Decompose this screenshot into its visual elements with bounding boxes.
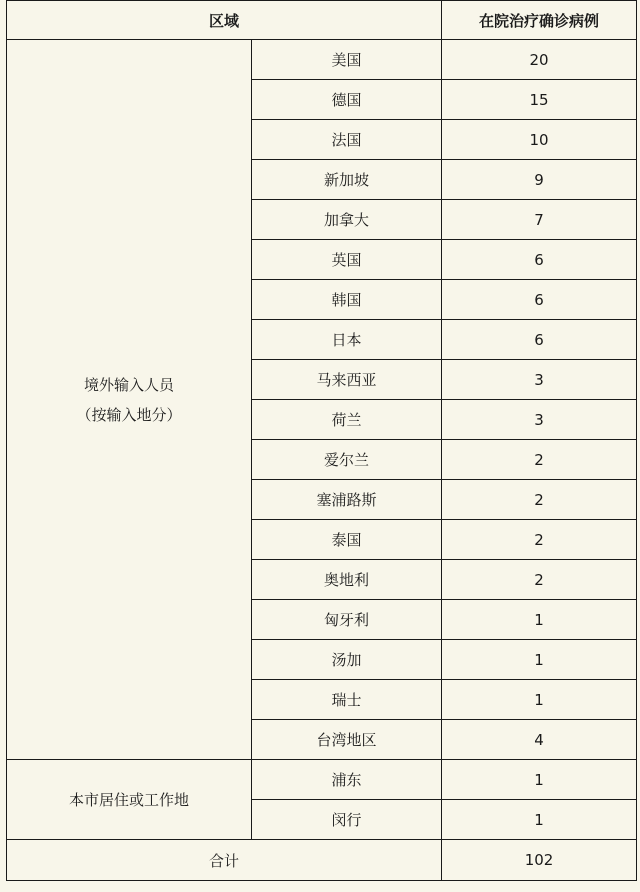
total-count: 102 [442,840,637,881]
count-cell: 1 [442,600,637,640]
group-label-cell [7,40,252,760]
count-cell: 1 [442,680,637,720]
total-label: 合计 [7,840,442,881]
count-cell: 2 [442,520,637,560]
count-cell: 1 [442,800,637,840]
table-row [7,40,637,80]
region-cell: 美国 [252,40,442,80]
region-cell: 台湾地区 [252,720,442,760]
count-cell: 2 [442,480,637,520]
region-cell: 法国 [252,120,442,160]
region-cell: 汤加 [252,640,442,680]
region-cell: 新加坡 [252,160,442,200]
region-cell: 奥地利 [252,560,442,600]
table-row [7,760,637,800]
hospitalized-cases-table [6,0,637,881]
region-cell: 加拿大 [252,200,442,240]
region-cell: 韩国 [252,280,442,320]
group-label-line1: 本市居住或工作地 [68,790,189,809]
group-label-cell [7,760,252,840]
count-cell: 7 [442,200,637,240]
table-header-row [7,1,637,40]
header-region: 区域 [7,1,442,40]
total-row [7,840,637,881]
count-cell: 15 [442,80,637,120]
region-cell: 匈牙利 [252,600,442,640]
group-label-line1: 境外输入人员 [83,375,174,394]
header-count: 在院治疗确诊病例 [442,1,637,40]
region-cell: 马来西亚 [252,360,442,400]
count-cell: 20 [442,40,637,80]
count-cell: 2 [442,560,637,600]
count-cell: 2 [442,440,637,480]
count-cell: 3 [442,360,637,400]
region-cell: 闵行 [252,800,442,840]
region-cell: 塞浦路斯 [252,480,442,520]
count-cell: 4 [442,720,637,760]
region-cell: 泰国 [252,520,442,560]
count-cell: 1 [442,760,637,800]
region-cell: 浦东 [252,760,442,800]
count-cell: 6 [442,320,637,360]
count-cell: 6 [442,280,637,320]
count-cell: 3 [442,400,637,440]
region-cell: 英国 [252,240,442,280]
group-label-line2: （按输入地分） [76,405,182,424]
region-cell: 荷兰 [252,400,442,440]
region-cell: 日本 [252,320,442,360]
count-cell: 6 [442,240,637,280]
region-cell: 德国 [252,80,442,120]
count-cell: 1 [442,640,637,680]
region-cell: 爱尔兰 [252,440,442,480]
count-cell: 9 [442,160,637,200]
count-cell: 10 [442,120,637,160]
region-cell: 瑞士 [252,680,442,720]
table-body [7,40,637,840]
